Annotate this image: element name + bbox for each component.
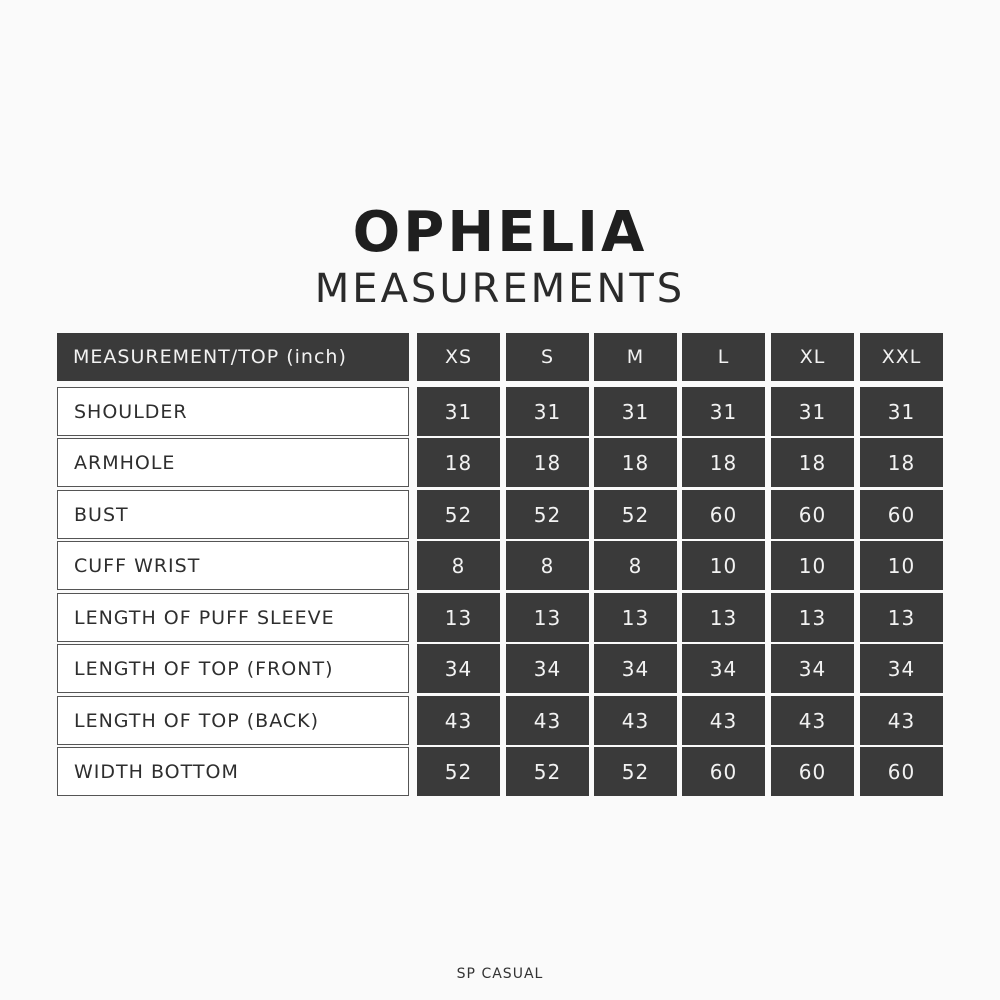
value-cell: 10	[771, 541, 854, 590]
value-cell: 43	[771, 696, 854, 745]
value-cell: 13	[506, 593, 589, 642]
size-header-m: M	[594, 333, 677, 381]
value-cell: 10	[682, 541, 765, 590]
value-cell: 43	[594, 696, 677, 745]
value-cell: 60	[860, 747, 943, 796]
header-label: MEASUREMENT/TOP (inch)	[57, 333, 409, 381]
brand-label: SP CASUAL	[456, 966, 544, 982]
row-label: ARMHOLE	[57, 438, 409, 487]
value-cell: 18	[417, 438, 500, 487]
value-cell: 31	[682, 387, 765, 436]
value-cell: 8	[506, 541, 589, 590]
value-cell: 13	[860, 593, 943, 642]
value-cell: 8	[417, 541, 500, 590]
value-cell: 31	[860, 387, 943, 436]
value-cell: 10	[860, 541, 943, 590]
value-cell: 43	[682, 696, 765, 745]
value-cell: 52	[594, 747, 677, 796]
value-cell: 31	[594, 387, 677, 436]
value-cell: 52	[594, 490, 677, 539]
value-cell: 34	[682, 644, 765, 693]
value-cell: 60	[771, 747, 854, 796]
row-label: CUFF WRIST	[57, 541, 409, 590]
value-cell: 18	[771, 438, 854, 487]
value-cell: 13	[594, 593, 677, 642]
value-cell: 8	[594, 541, 677, 590]
value-cell: 31	[771, 387, 854, 436]
value-cell: 43	[860, 696, 943, 745]
value-cell: 18	[860, 438, 943, 487]
value-cell: 60	[860, 490, 943, 539]
value-cell: 60	[682, 747, 765, 796]
value-cell: 13	[682, 593, 765, 642]
row-label: LENGTH OF TOP (BACK)	[57, 696, 409, 745]
row-label: LENGTH OF PUFF SLEEVE	[57, 593, 409, 642]
row-label: LENGTH OF TOP (FRONT)	[57, 644, 409, 693]
value-cell: 60	[682, 490, 765, 539]
value-cell: 34	[860, 644, 943, 693]
value-cell: 52	[506, 747, 589, 796]
size-header-xs: XS	[417, 333, 500, 381]
size-header-s: S	[506, 333, 589, 381]
value-cell: 31	[417, 387, 500, 436]
size-header-xl: XL	[771, 333, 854, 381]
value-cell: 34	[771, 644, 854, 693]
value-cell: 52	[417, 747, 500, 796]
value-cell: 34	[506, 644, 589, 693]
value-cell: 43	[506, 696, 589, 745]
size-header-l: L	[682, 333, 765, 381]
row-label: SHOULDER	[57, 387, 409, 436]
value-cell: 34	[594, 644, 677, 693]
size-header-xxl: XXL	[860, 333, 943, 381]
page-subtitle: MEASUREMENTS	[314, 266, 686, 312]
page-title: OPHELIA	[352, 200, 648, 265]
value-cell: 52	[506, 490, 589, 539]
value-cell: 34	[417, 644, 500, 693]
value-cell: 52	[417, 490, 500, 539]
value-cell: 60	[771, 490, 854, 539]
value-cell: 18	[682, 438, 765, 487]
value-cell: 31	[506, 387, 589, 436]
value-cell: 18	[506, 438, 589, 487]
value-cell: 18	[594, 438, 677, 487]
value-cell: 13	[771, 593, 854, 642]
row-label: BUST	[57, 490, 409, 539]
value-cell: 13	[417, 593, 500, 642]
row-label: WIDTH BOTTOM	[57, 747, 409, 796]
value-cell: 43	[417, 696, 500, 745]
